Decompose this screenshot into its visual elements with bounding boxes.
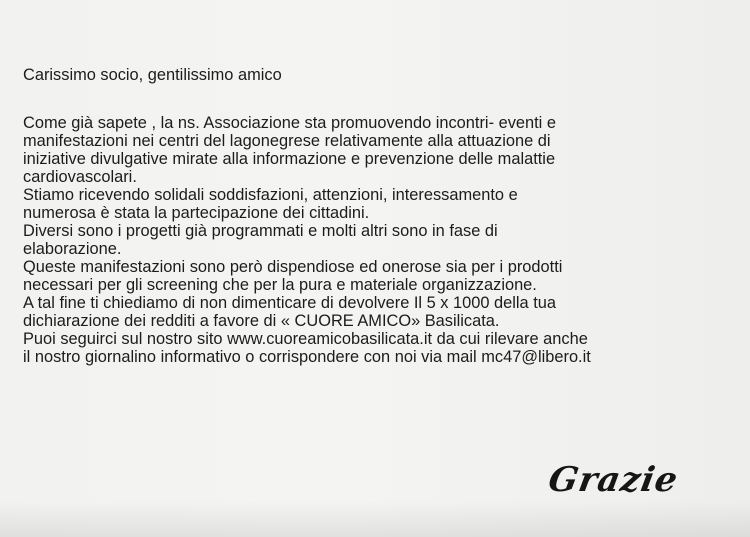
letter-line: Queste manifestazioni sono però dispendiose ed onerose sia per i prodotti: [23, 258, 563, 276]
page-shadow: [0, 501, 750, 537]
letter-line: Come già sapete , la ns. Associazione sta promuovendo incontri- eventi e: [23, 114, 556, 132]
signature-grazie: Grazie: [545, 460, 682, 500]
letter-line: A tal fine ti chiediamo di non dimenticare di devolvere Il 5 x 1000 della tua: [23, 294, 557, 312]
greeting-line: Carissimo socio, gentilissimo amico: [23, 66, 282, 84]
letter-line: Stiamo ricevendo solidali soddisfazioni, attenzioni, interessamento e: [23, 186, 518, 204]
letter-body: [23, 66, 743, 366]
letter-line: cardiovascolari.: [23, 168, 137, 186]
letter-line: dichiarazione dei redditi a favore di « CUORE AMICO» Basilicata.: [23, 312, 500, 330]
letter-line: Diversi sono i progetti già programmati e molti altri sono in fase di: [23, 222, 498, 240]
letter-line: manifestazioni nei centri del lagonegrese relativamente alla attuazione di: [23, 132, 551, 150]
letter-line: necessari per gli screening che per la pura e materiale organizzazione.: [23, 276, 537, 294]
letter-line: iniziative divulgative mirate alla informazione e prevenzione delle malattie: [23, 150, 556, 168]
letter-line: il nostro giornalino informativo o corrispondere con noi via mail mc47@libero.it: [23, 348, 591, 366]
letter-line: numerosa è stata la partecipazione dei cittadini.: [23, 204, 370, 222]
letter-line: Puoi seguirci sul nostro sito www.cuoreamicobasilicata.it da cui rilevare anche: [23, 330, 588, 348]
letter-line: elaborazione.: [23, 240, 122, 258]
